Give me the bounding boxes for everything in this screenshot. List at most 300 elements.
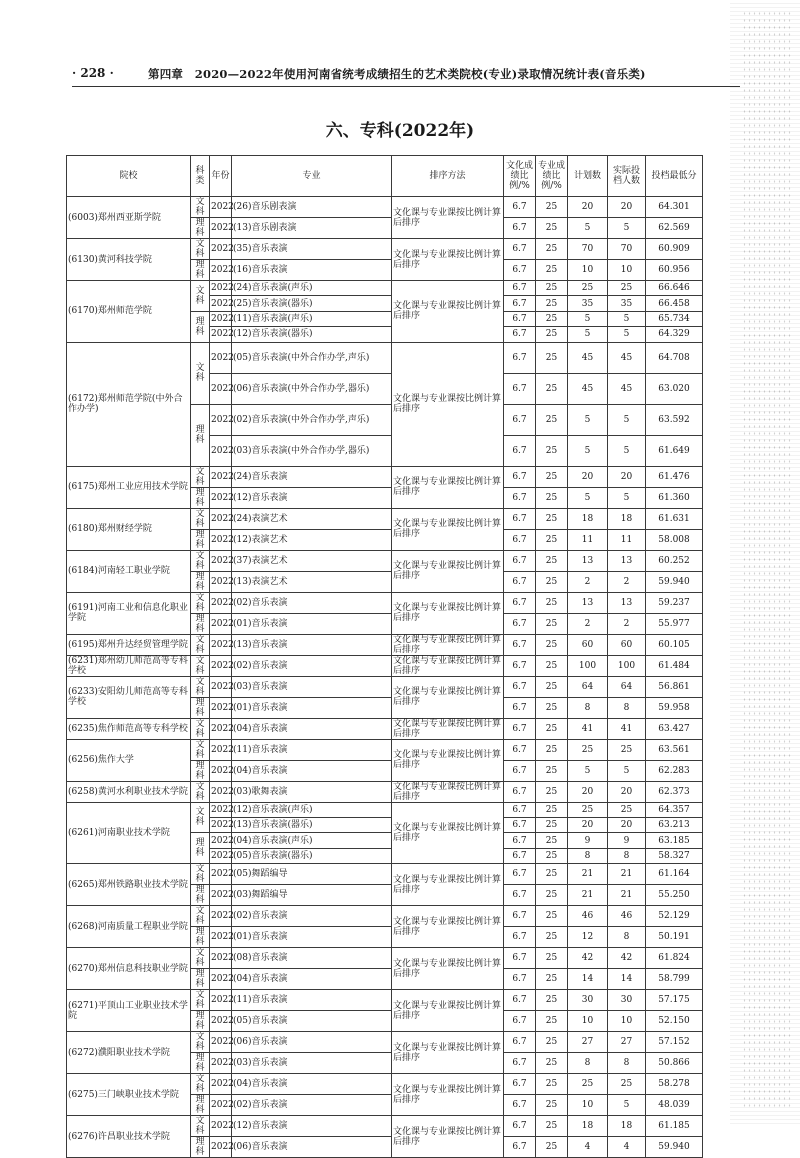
major-ratio-cell: 25 — [536, 508, 568, 529]
institution-cell: (6256)焦作大学 — [67, 739, 191, 781]
min-score-cell: 64.357 — [646, 802, 703, 817]
min-score-cell: 66.646 — [646, 281, 703, 296]
sort-method-cell: 文化课与专业课按比例计算后排序 — [392, 342, 504, 466]
major-cell: (02)音乐表演 — [232, 1095, 392, 1116]
plan-cell: 21 — [568, 885, 608, 906]
culture-ratio-cell: 6.7 — [504, 781, 536, 802]
actual-cell: 20 — [608, 197, 646, 218]
culture-ratio-cell: 6.7 — [504, 281, 536, 296]
table-row — [67, 718, 703, 739]
major-cell: (04)音乐表演(声乐) — [232, 833, 392, 848]
institution-cell: (6268)河南质量工程职业学院 — [67, 906, 191, 948]
year-cell: 2022 — [210, 990, 232, 1011]
sort-method-cell: 文化课与专业课按比例计算后排序 — [392, 718, 504, 739]
actual-cell: 8 — [608, 848, 646, 863]
culture-ratio-cell: 6.7 — [504, 990, 536, 1011]
culture-ratio-cell: 6.7 — [504, 342, 536, 373]
culture-ratio-cell: 6.7 — [504, 864, 536, 885]
min-score-cell: 63.020 — [646, 373, 703, 404]
actual-cell: 35 — [608, 296, 646, 311]
culture-ratio-cell: 6.7 — [504, 760, 536, 781]
actual-cell: 13 — [608, 592, 646, 613]
year-cell: 2022 — [210, 781, 232, 802]
culture-ratio-cell: 6.7 — [504, 1074, 536, 1095]
sort-method-cell: 文化课与专业课按比例计算后排序 — [392, 508, 504, 550]
plan-cell: 35 — [568, 296, 608, 311]
sort-method-cell: 文化课与专业课按比例计算后排序 — [392, 281, 504, 343]
min-score-cell: 62.283 — [646, 760, 703, 781]
plan-cell: 11 — [568, 529, 608, 550]
year-cell: 2022 — [210, 571, 232, 592]
major-cell: (01)音乐表演 — [232, 613, 392, 634]
actual-cell: 5 — [608, 1095, 646, 1116]
institution-cell: (6265)郑州铁路职业技术学院 — [67, 864, 191, 906]
year-cell: 2022 — [210, 969, 232, 990]
major-ratio-cell: 25 — [536, 948, 568, 969]
min-score-cell: 62.569 — [646, 218, 703, 239]
min-score-cell: 61.476 — [646, 466, 703, 487]
min-score-cell: 59.940 — [646, 1137, 703, 1158]
culture-ratio-cell: 6.7 — [504, 697, 536, 718]
category-cell: 文科 — [191, 239, 210, 260]
culture-ratio-cell: 6.7 — [504, 487, 536, 508]
table-row — [67, 1074, 703, 1095]
institution-cell: (6130)黄河科技学院 — [67, 239, 191, 281]
actual-cell: 10 — [608, 260, 646, 281]
min-score-cell: 60.105 — [646, 634, 703, 655]
table-row — [67, 239, 703, 260]
year-cell: 2022 — [210, 1116, 232, 1137]
actual-cell: 100 — [608, 655, 646, 676]
table-header — [67, 156, 703, 197]
culture-ratio-cell: 6.7 — [504, 373, 536, 404]
year-cell: 2022 — [210, 260, 232, 281]
year-cell: 2022 — [210, 1095, 232, 1116]
culture-ratio-cell: 6.7 — [504, 260, 536, 281]
major-cell: (02)音乐表演 — [232, 906, 392, 927]
sort-method-cell: 文化课与专业课按比例计算后排序 — [392, 676, 504, 718]
actual-cell: 42 — [608, 948, 646, 969]
column-header: 投档最低分 — [646, 156, 703, 197]
plan-cell: 13 — [568, 592, 608, 613]
column-header: 计划数 — [568, 156, 608, 197]
table-row — [67, 281, 703, 296]
min-score-cell: 52.150 — [646, 1011, 703, 1032]
major-ratio-cell: 25 — [536, 1053, 568, 1074]
culture-ratio-cell: 6.7 — [504, 218, 536, 239]
major-ratio-cell: 25 — [536, 1032, 568, 1053]
major-ratio-cell: 25 — [536, 1137, 568, 1158]
category-cell: 文科 — [191, 676, 210, 697]
table-row — [67, 739, 703, 760]
actual-cell: 64 — [608, 676, 646, 697]
major-cell: (03)音乐表演 — [232, 1053, 392, 1074]
culture-ratio-cell: 6.7 — [504, 655, 536, 676]
min-score-cell: 59.237 — [646, 592, 703, 613]
year-cell: 2022 — [210, 1032, 232, 1053]
major-cell: (01)音乐表演 — [232, 927, 392, 948]
year-cell: 2022 — [210, 373, 232, 404]
actual-cell: 21 — [608, 864, 646, 885]
major-cell: (02)音乐表演 — [232, 592, 392, 613]
sort-method-cell: 文化课与专业课按比例计算后排序 — [392, 802, 504, 864]
year-cell: 2022 — [210, 864, 232, 885]
sort-method-cell: 文化课与专业课按比例计算后排序 — [392, 466, 504, 508]
min-score-cell: 61.185 — [646, 1116, 703, 1137]
year-cell: 2022 — [210, 435, 232, 466]
actual-cell: 25 — [608, 739, 646, 760]
category-cell: 理科 — [191, 1053, 210, 1074]
min-score-cell: 59.958 — [646, 697, 703, 718]
category-cell: 理科 — [191, 571, 210, 592]
min-score-cell: 66.458 — [646, 296, 703, 311]
category-cell: 理科 — [191, 1137, 210, 1158]
min-score-cell: 61.824 — [646, 948, 703, 969]
sort-method-cell: 文化课与专业课按比例计算后排序 — [392, 864, 504, 906]
year-cell: 2022 — [210, 802, 232, 817]
min-score-cell: 65.734 — [646, 311, 703, 326]
plan-cell: 10 — [568, 1011, 608, 1032]
category-cell: 文科 — [191, 197, 210, 218]
major-ratio-cell: 25 — [536, 760, 568, 781]
column-header: 专业成绩比例/% — [536, 156, 568, 197]
scan-edge-noise — [730, 0, 800, 1125]
table-row — [67, 655, 703, 676]
category-cell: 文科 — [191, 281, 210, 312]
major-cell: (13)音乐表演 — [232, 634, 392, 655]
culture-ratio-cell: 6.7 — [504, 529, 536, 550]
culture-ratio-cell: 6.7 — [504, 848, 536, 863]
culture-ratio-cell: 6.7 — [504, 296, 536, 311]
major-cell: (02)音乐表演(中外合作办学,声乐) — [232, 404, 392, 435]
plan-cell: 20 — [568, 781, 608, 802]
major-ratio-cell: 25 — [536, 373, 568, 404]
plan-cell: 70 — [568, 239, 608, 260]
major-cell: (12)表演艺术 — [232, 529, 392, 550]
culture-ratio-cell: 6.7 — [504, 197, 536, 218]
major-ratio-cell: 25 — [536, 906, 568, 927]
min-score-cell: 60.252 — [646, 550, 703, 571]
major-cell: (13)表演艺术 — [232, 571, 392, 592]
sort-method-cell: 文化课与专业课按比例计算后排序 — [392, 948, 504, 990]
culture-ratio-cell: 6.7 — [504, 311, 536, 326]
sort-method-cell: 文化课与专业课按比例计算后排序 — [392, 197, 504, 239]
actual-cell: 11 — [608, 529, 646, 550]
category-cell: 文科 — [191, 634, 210, 655]
plan-cell: 64 — [568, 676, 608, 697]
table-row — [67, 466, 703, 487]
sort-method-cell: 文化课与专业课按比例计算后排序 — [392, 550, 504, 592]
major-cell: (03)音乐表演(中外合作办学,器乐) — [232, 435, 392, 466]
min-score-cell: 50.191 — [646, 927, 703, 948]
category-cell: 文科 — [191, 1074, 210, 1095]
table-row — [67, 864, 703, 885]
actual-cell: 30 — [608, 990, 646, 1011]
year-cell: 2022 — [210, 739, 232, 760]
major-cell: (02)音乐表演 — [232, 655, 392, 676]
sort-method-cell: 文化课与专业课按比例计算后排序 — [392, 634, 504, 655]
actual-cell: 5 — [608, 435, 646, 466]
major-ratio-cell: 25 — [536, 634, 568, 655]
major-cell: (06)音乐表演(中外合作办学,器乐) — [232, 373, 392, 404]
page-header — [72, 64, 732, 86]
year-cell: 2022 — [210, 327, 232, 342]
year-cell: 2022 — [210, 281, 232, 296]
year-cell: 2022 — [210, 634, 232, 655]
min-score-cell: 63.427 — [646, 718, 703, 739]
actual-cell: 5 — [608, 760, 646, 781]
year-cell: 2022 — [210, 885, 232, 906]
category-cell: 理科 — [191, 760, 210, 781]
major-cell: (24)表演艺术 — [232, 508, 392, 529]
year-cell: 2022 — [210, 613, 232, 634]
actual-cell: 5 — [608, 487, 646, 508]
category-cell: 文科 — [191, 550, 210, 571]
table-row — [67, 1116, 703, 1137]
actual-cell: 18 — [608, 1116, 646, 1137]
major-ratio-cell: 25 — [536, 197, 568, 218]
culture-ratio-cell: 6.7 — [504, 634, 536, 655]
major-ratio-cell: 25 — [536, 1011, 568, 1032]
min-score-cell: 64.708 — [646, 342, 703, 373]
culture-ratio-cell: 6.7 — [504, 1095, 536, 1116]
column-header: 院校 — [67, 156, 191, 197]
category-cell: 文科 — [191, 906, 210, 927]
column-header: 科类 — [191, 156, 210, 197]
plan-cell: 5 — [568, 327, 608, 342]
actual-cell: 27 — [608, 1032, 646, 1053]
major-cell: (13)音乐剧表演 — [232, 218, 392, 239]
year-cell: 2022 — [210, 239, 232, 260]
major-ratio-cell: 25 — [536, 435, 568, 466]
sort-method-cell: 文化课与专业课按比例计算后排序 — [392, 1074, 504, 1116]
actual-cell: 5 — [608, 327, 646, 342]
major-cell: (03)歌舞表演 — [232, 781, 392, 802]
major-cell: (11)音乐表演(声乐) — [232, 311, 392, 326]
culture-ratio-cell: 6.7 — [504, 1011, 536, 1032]
category-cell: 文科 — [191, 466, 210, 487]
column-header: 专业 — [232, 156, 392, 197]
major-cell: (35)音乐表演 — [232, 239, 392, 260]
actual-cell: 2 — [608, 613, 646, 634]
institution-cell: (6195)郑州升达经贸管理学院 — [67, 634, 191, 655]
actual-cell: 46 — [608, 906, 646, 927]
major-ratio-cell: 25 — [536, 529, 568, 550]
major-cell: (24)音乐表演(声乐) — [232, 281, 392, 296]
actual-cell: 45 — [608, 342, 646, 373]
major-ratio-cell: 25 — [536, 296, 568, 311]
min-score-cell: 63.561 — [646, 739, 703, 760]
institution-cell: (6184)河南轻工职业学院 — [67, 550, 191, 592]
category-cell: 文科 — [191, 655, 210, 676]
major-ratio-cell: 25 — [536, 864, 568, 885]
major-cell: (05)舞蹈编导 — [232, 864, 392, 885]
table-row — [67, 592, 703, 613]
actual-cell: 5 — [608, 311, 646, 326]
table-row — [67, 342, 703, 373]
min-score-cell: 61.631 — [646, 508, 703, 529]
year-cell: 2022 — [210, 760, 232, 781]
culture-ratio-cell: 6.7 — [504, 927, 536, 948]
major-cell: (26)音乐剧表演 — [232, 197, 392, 218]
culture-ratio-cell: 6.7 — [504, 885, 536, 906]
actual-cell: 5 — [608, 218, 646, 239]
actual-cell: 14 — [608, 969, 646, 990]
plan-cell: 60 — [568, 634, 608, 655]
major-ratio-cell: 25 — [536, 1095, 568, 1116]
actual-cell: 18 — [608, 508, 646, 529]
year-cell: 2022 — [210, 197, 232, 218]
year-cell: 2022 — [210, 1137, 232, 1158]
culture-ratio-cell: 6.7 — [504, 571, 536, 592]
major-cell: (12)音乐表演 — [232, 1116, 392, 1137]
plan-cell: 2 — [568, 613, 608, 634]
plan-cell: 100 — [568, 655, 608, 676]
plan-cell: 25 — [568, 802, 608, 817]
actual-cell: 9 — [608, 833, 646, 848]
min-score-cell: 57.175 — [646, 990, 703, 1011]
institution-cell: (6175)郑州工业应用技术学院 — [67, 466, 191, 508]
major-ratio-cell: 25 — [536, 613, 568, 634]
min-score-cell: 61.649 — [646, 435, 703, 466]
category-cell: 文科 — [191, 990, 210, 1011]
actual-cell: 21 — [608, 885, 646, 906]
actual-cell: 20 — [608, 817, 646, 832]
major-cell: (05)音乐表演(器乐) — [232, 848, 392, 863]
plan-cell: 8 — [568, 848, 608, 863]
actual-cell: 20 — [608, 781, 646, 802]
culture-ratio-cell: 6.7 — [504, 550, 536, 571]
culture-ratio-cell: 6.7 — [504, 1137, 536, 1158]
year-cell: 2022 — [210, 655, 232, 676]
min-score-cell: 59.940 — [646, 571, 703, 592]
year-cell: 2022 — [210, 848, 232, 863]
major-ratio-cell: 25 — [536, 833, 568, 848]
actual-cell: 41 — [608, 718, 646, 739]
plan-cell: 18 — [568, 1116, 608, 1137]
major-ratio-cell: 25 — [536, 781, 568, 802]
major-ratio-cell: 25 — [536, 550, 568, 571]
chapter-title: 第四章 2020—2022年使用河南省统考成绩招生的艺术类院校(专业)录取情况统计表(音乐类) — [148, 67, 646, 81]
plan-cell: 20 — [568, 197, 608, 218]
actual-cell: 10 — [608, 1011, 646, 1032]
major-ratio-cell: 25 — [536, 592, 568, 613]
plan-cell: 9 — [568, 833, 608, 848]
major-ratio-cell: 25 — [536, 311, 568, 326]
category-cell: 理科 — [191, 613, 210, 634]
actual-cell: 70 — [608, 239, 646, 260]
category-cell: 理科 — [191, 260, 210, 281]
table-row — [67, 906, 703, 927]
major-ratio-cell: 25 — [536, 327, 568, 342]
major-ratio-cell: 25 — [536, 697, 568, 718]
major-cell: (03)舞蹈编导 — [232, 885, 392, 906]
column-header: 文化成绩比例/% — [504, 156, 536, 197]
major-ratio-cell: 25 — [536, 927, 568, 948]
institution-cell: (6275)三门峡职业技术学院 — [67, 1074, 191, 1116]
section-title: 六、专科(2022年) — [325, 121, 475, 141]
min-score-cell: 56.861 — [646, 676, 703, 697]
major-ratio-cell: 25 — [536, 342, 568, 373]
major-cell: (04)音乐表演 — [232, 969, 392, 990]
major-ratio-cell: 25 — [536, 885, 568, 906]
major-ratio-cell: 25 — [536, 848, 568, 863]
year-cell: 2022 — [210, 550, 232, 571]
major-cell: (05)音乐表演 — [232, 1011, 392, 1032]
major-ratio-cell: 25 — [536, 802, 568, 817]
institution-cell: (6172)郑州师范学院(中外合作办学) — [67, 342, 191, 466]
plan-cell: 2 — [568, 571, 608, 592]
major-cell: (06)音乐表演 — [232, 1032, 392, 1053]
min-score-cell: 55.977 — [646, 613, 703, 634]
year-cell: 2022 — [210, 697, 232, 718]
page-number: · 228 · — [72, 66, 114, 80]
culture-ratio-cell: 6.7 — [504, 1053, 536, 1074]
culture-ratio-cell: 6.7 — [504, 1116, 536, 1137]
major-cell: (13)音乐表演(器乐) — [232, 817, 392, 832]
major-ratio-cell: 25 — [536, 739, 568, 760]
sort-method-cell: 文化课与专业课按比例计算后排序 — [392, 655, 504, 676]
actual-cell: 25 — [608, 802, 646, 817]
major-cell: (06)音乐表演 — [232, 1137, 392, 1158]
min-score-cell: 58.278 — [646, 1074, 703, 1095]
major-ratio-cell: 25 — [536, 1074, 568, 1095]
year-cell: 2022 — [210, 833, 232, 848]
major-cell: (04)音乐表演 — [232, 1074, 392, 1095]
major-ratio-cell: 25 — [536, 1116, 568, 1137]
min-score-cell: 50.866 — [646, 1053, 703, 1074]
major-ratio-cell: 25 — [536, 466, 568, 487]
category-cell: 理科 — [191, 833, 210, 864]
category-cell: 理科 — [191, 969, 210, 990]
major-ratio-cell: 25 — [536, 281, 568, 296]
table-row — [67, 802, 703, 817]
plan-cell: 5 — [568, 404, 608, 435]
actual-cell: 8 — [608, 697, 646, 718]
plan-cell: 25 — [568, 739, 608, 760]
plan-cell: 13 — [568, 550, 608, 571]
category-cell: 理科 — [191, 1095, 210, 1116]
culture-ratio-cell: 6.7 — [504, 833, 536, 848]
institution-cell: (6271)平顶山工业职业技术学院 — [67, 990, 191, 1032]
major-ratio-cell: 25 — [536, 218, 568, 239]
plan-cell: 27 — [568, 1032, 608, 1053]
major-ratio-cell: 25 — [536, 676, 568, 697]
plan-cell: 5 — [568, 218, 608, 239]
major-cell: (24)音乐表演 — [232, 466, 392, 487]
culture-ratio-cell: 6.7 — [504, 508, 536, 529]
plan-cell: 8 — [568, 1053, 608, 1074]
institution-cell: (6276)许昌职业技术学院 — [67, 1116, 191, 1158]
major-cell: (25)音乐表演(器乐) — [232, 296, 392, 311]
category-cell: 文科 — [191, 864, 210, 885]
major-cell: (08)音乐表演 — [232, 948, 392, 969]
admission-table — [66, 155, 703, 1158]
major-ratio-cell: 25 — [536, 487, 568, 508]
culture-ratio-cell: 6.7 — [504, 1032, 536, 1053]
table-row — [67, 1032, 703, 1053]
category-cell: 理科 — [191, 927, 210, 948]
actual-cell: 2 — [608, 571, 646, 592]
category-cell: 文科 — [191, 802, 210, 833]
min-score-cell: 62.373 — [646, 781, 703, 802]
min-score-cell: 61.484 — [646, 655, 703, 676]
major-cell: (37)表演艺术 — [232, 550, 392, 571]
category-cell: 理科 — [191, 529, 210, 550]
major-ratio-cell: 25 — [536, 718, 568, 739]
min-score-cell: 55.250 — [646, 885, 703, 906]
actual-cell: 25 — [608, 281, 646, 296]
